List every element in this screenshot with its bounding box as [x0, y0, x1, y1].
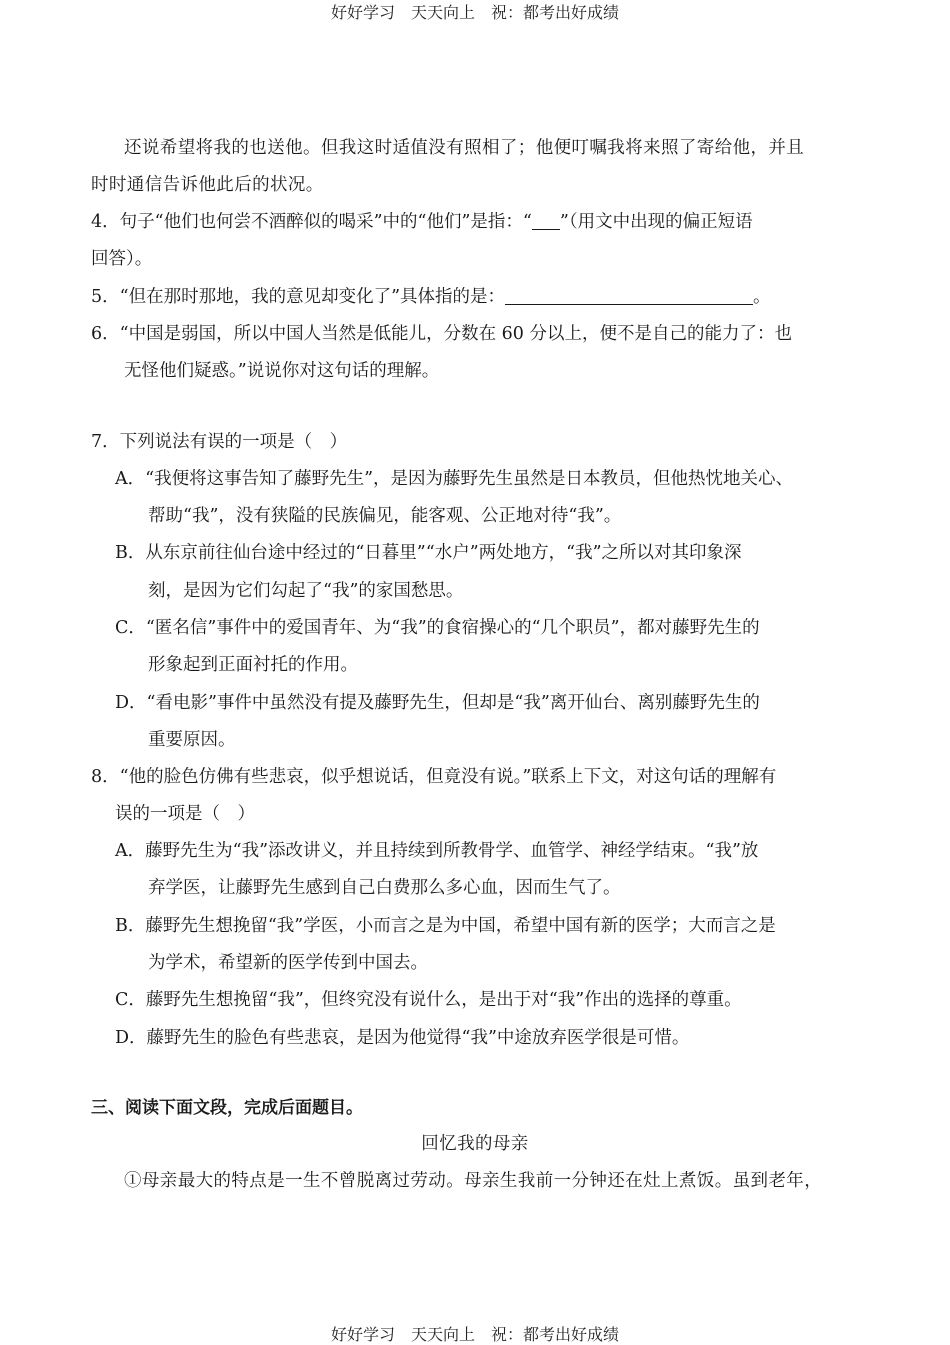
section-3-heading: 三、阅读下面文段，完成后面题目。 [91, 1098, 363, 1118]
q7-option-c: C．“匿名信”事件中的爱国青年、为“我”的食宿操心的“几个职员”，都对藤野先生的 [115, 618, 760, 638]
question-6-line-1: 6．“中国是弱国，所以中国人当然是低能儿，分数在 60 分以上，便不是自己的能力了：也 [91, 324, 792, 344]
page-header: 好好学习 天天向上 祝：都考出好成绩 [330, 3, 619, 22]
q8-option-c: C．藤野先生想挽留“我”，但终究没有说什么，是出于对“我”作出的选择的尊重。 [115, 990, 742, 1010]
q8-option-b: B．藤野先生想挽留“我”学医，小而言之是为中国，希望中国有新的医学；大而言之是 [115, 916, 776, 936]
article-paragraph-1: ①母亲最大的特点是一生不曾脱离过劳动。母亲生我前一分钟还在灶上煮饭。虽到老年， [124, 1171, 823, 1191]
page-footer: 好好学习 天天向上 祝：都考出好成绩 [330, 1325, 619, 1344]
q7-option-b: B．从东京前往仙台途中经过的“日暮里”“水户”两处地方，“我”之所以对其印象深 [115, 543, 742, 563]
q4-text-a: 4．句子“他们也何尝不酒醉似的喝采”中的“他们”是指：“ [91, 212, 532, 232]
article-title: 回忆我的母亲 [421, 1134, 529, 1154]
q8-option-b-cont: 为学术，希望新的医学传到中国去。 [148, 953, 428, 973]
q4-line-2: 回答）。 [91, 249, 153, 269]
q7-option-d: D．“看电影”事件中虽然没有提及藤野先生，但却是“我”离开仙台、离别藤野先生的 [115, 693, 760, 713]
q8-option-a: A．藤野先生为“我”添改讲义，并且持续到所教骨学、血管学、神经学结束。“我”放 [115, 841, 759, 861]
passage-line: 还说希望将我的也送他。但我这时适值没有照相了；他便叮嘱我将来照了寄给他，并且 [124, 138, 805, 158]
q4-text-b: ”（用文中出现的偏正短语 [559, 212, 753, 232]
question-8-stem-1: 8．“他的脸色仿佛有些悲哀，似乎想说话，但竟没有说。”联系上下文，对这句话的理解有 [91, 767, 777, 787]
question-6-line-2: 无怪他们疑惑。”说说你对这句话的理解。 [124, 361, 440, 381]
question-4 [91, 211, 753, 233]
q8-option-d: D．藤野先生的脸色有些悲哀，是因为他觉得“我”中途放弃医学很是可惜。 [115, 1028, 690, 1048]
q5-text: 5．“但在那时那地，我的意见却变化了”具体指的是： [91, 287, 506, 307]
question-8-stem-2: 误的一项是（ ） [115, 804, 255, 824]
q7-option-a-cont: 帮助“我”，没有狭隘的民族偏见，能客观、公正地对待“我”。 [148, 506, 622, 526]
question-7-stem: 7．下列说法有误的一项是（ ） [91, 432, 348, 452]
q4-answer-blank[interactable] [532, 211, 560, 230]
q5-end: 。 [753, 287, 771, 307]
question-5 [91, 286, 771, 308]
q8-option-a-cont: 弃学医，让藤野先生感到自己白费那么多心血，因而生气了。 [148, 878, 621, 898]
q7-option-b-cont: 刻，是因为它们勾起了“我”的家国愁思。 [148, 581, 464, 601]
passage-line: 时时通信告诉他此后的状况。 [91, 175, 324, 195]
q5-answer-blank[interactable] [505, 286, 753, 305]
q7-option-c-cont: 形象起到正面衬托的作用。 [148, 655, 358, 675]
q7-option-a: A．“我便将这事告知了藤野先生”，是因为藤野先生虽然是日本教员，但他热忱地关心、 [115, 469, 794, 489]
q7-option-d-cont: 重要原因。 [148, 730, 236, 750]
